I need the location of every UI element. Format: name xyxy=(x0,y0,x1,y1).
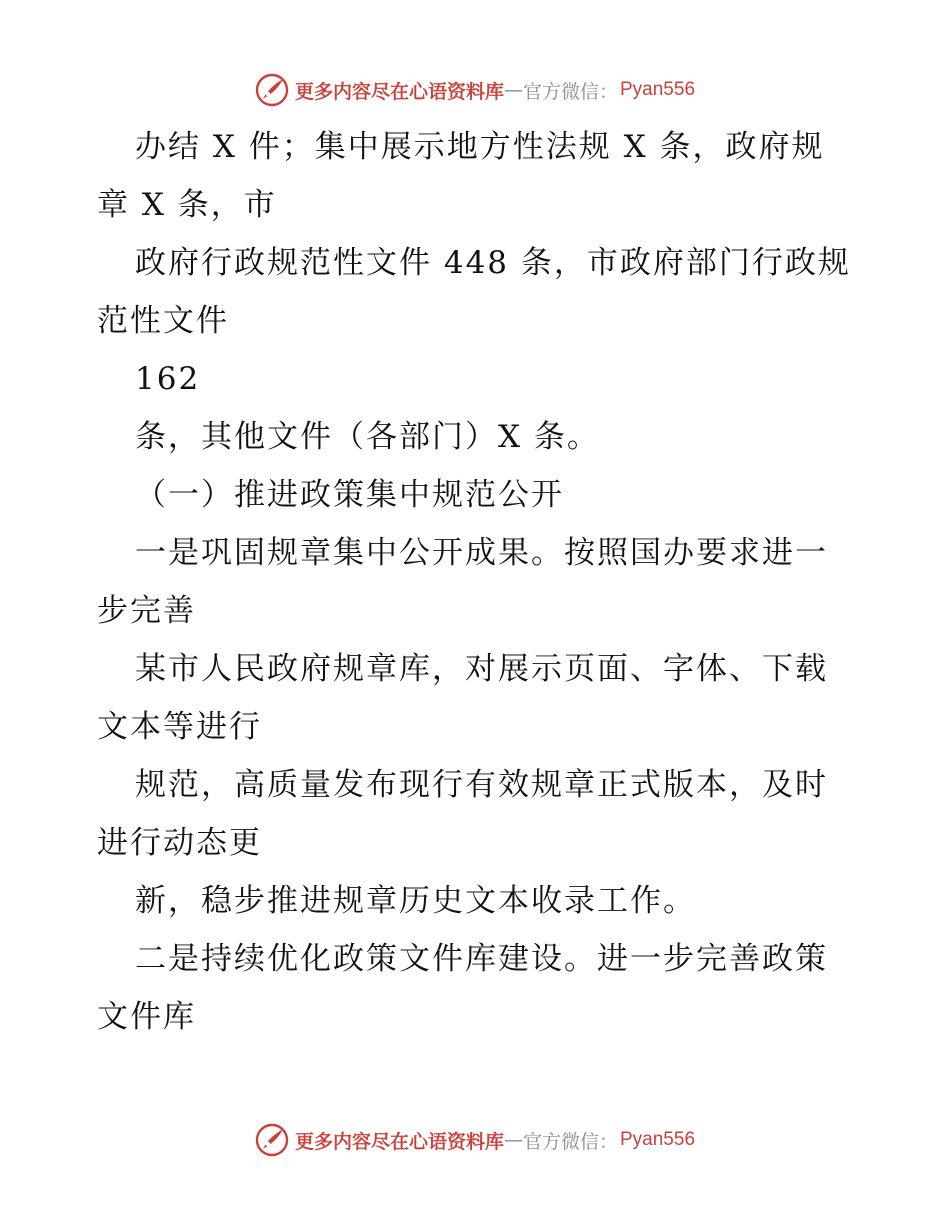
watermark-label: 官方微信： xyxy=(522,1130,618,1153)
footer-watermark xyxy=(0,1120,950,1160)
paragraph: 办结 X 件；集中展示地方性法规 X 条，政府规章 X 条，市 xyxy=(97,129,825,223)
watermark-wechat-id: Pyan556 xyxy=(620,1129,696,1150)
paragraph: 某市人民政府规章库，对展示页面、字体、下载文本等进行 xyxy=(97,651,828,745)
watermark-wechat-id: Pyan556 xyxy=(620,79,696,100)
watermark-separator: — xyxy=(503,79,523,101)
watermark-main-text: 更多内容尽在心语资料库 xyxy=(294,1130,504,1153)
paragraph: 条，其他文件（各部门）X 条。 xyxy=(135,419,600,455)
watermark-separator: — xyxy=(503,1129,523,1151)
quill-logo-icon xyxy=(255,1123,289,1157)
document-body xyxy=(97,118,857,1046)
paragraph: 162 xyxy=(135,361,201,397)
paragraph: 新，稳步推进规章历史文本收录工作。 xyxy=(135,883,696,919)
header-watermark xyxy=(0,70,950,110)
watermark-main-text: 更多内容尽在心语资料库 xyxy=(294,80,504,103)
paragraph: 一是巩固规章集中公开成果。按照国办要求进一步完善 xyxy=(97,535,828,629)
watermark-label: 官方微信： xyxy=(522,80,618,103)
section-heading: （一）推进政策集中规范公开 xyxy=(135,477,564,513)
quill-logo-icon xyxy=(255,73,289,107)
paragraph: 规范，高质量发布现行有效规章正式版本，及时进行动态更 xyxy=(97,767,828,861)
paragraph: 政府行政规范性文件 448 条，市政府部门行政规范性文件 xyxy=(97,245,851,339)
paragraph: 二是持续优化政策文件库建设。进一步完善政策文件库 xyxy=(97,941,828,1035)
